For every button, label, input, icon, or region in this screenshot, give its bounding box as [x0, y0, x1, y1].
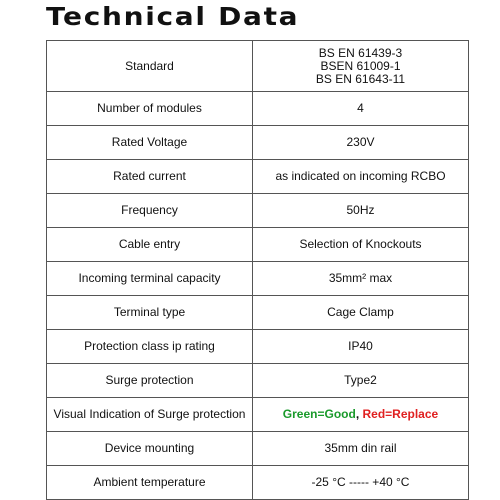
row-value-terminal-capacity: 35mm² max	[253, 262, 469, 296]
row-value-ambient-temperature: -25 °C ----- +40 °C	[253, 466, 469, 500]
indicator-separator: ,	[355, 407, 363, 421]
technical-data-table	[46, 40, 469, 500]
row-label-rated-voltage: Rated Voltage	[47, 126, 253, 160]
row-value-ip-rating: IP40	[253, 330, 469, 364]
page-title: Technical Data	[46, 2, 300, 31]
standard-line: BSEN 61009-1	[320, 58, 401, 73]
row-value-cable-entry: Selection of Knockouts	[253, 228, 469, 262]
standard-line: BS EN 61643-11	[315, 71, 406, 86]
row-value-surge-protection: Type2	[253, 364, 469, 398]
row-value-visual-indication	[253, 398, 469, 432]
table-row	[47, 194, 469, 228]
table-row	[47, 330, 469, 364]
row-value-device-mounting: 35mm din rail	[253, 432, 469, 466]
row-value-standard	[253, 41, 469, 92]
table-row	[47, 126, 469, 160]
row-value-terminal-type: Cage Clamp	[253, 296, 469, 330]
row-label-ambient-temperature: Ambient temperature	[47, 466, 253, 500]
row-label-terminal-type: Terminal type	[47, 296, 253, 330]
row-value-rated-current: as indicated on incoming RCBO	[253, 160, 469, 194]
row-label-modules: Number of modules	[47, 92, 253, 126]
table-row	[47, 41, 469, 92]
indicator-replace-text: Red=Replace	[362, 407, 439, 421]
table-row	[47, 364, 469, 398]
table-row	[47, 228, 469, 262]
indicator-good-text: Green=Good	[282, 407, 356, 421]
table-row	[47, 466, 469, 500]
row-label-surge-protection: Surge protection	[47, 364, 253, 398]
table-row	[47, 398, 469, 432]
table-row	[47, 92, 469, 126]
row-label-frequency: Frequency	[47, 194, 253, 228]
row-label-device-mounting: Device mounting	[47, 432, 253, 466]
row-label-terminal-capacity: Incoming terminal capacity	[47, 262, 253, 296]
row-label-ip-rating: Protection class ip rating	[47, 330, 253, 364]
row-label-visual-indication: Visual Indication of Surge protection	[47, 398, 253, 432]
row-value-frequency: 50Hz	[253, 194, 469, 228]
row-label-cable-entry: Cable entry	[47, 228, 253, 262]
row-value-modules: 4	[253, 92, 469, 126]
table-row	[47, 432, 469, 466]
table-row	[47, 262, 469, 296]
row-label-standard: Standard	[47, 41, 253, 92]
standard-line: BS EN 61439-3	[318, 45, 403, 60]
row-value-rated-voltage: 230V	[253, 126, 469, 160]
table-row	[47, 296, 469, 330]
row-label-rated-current: Rated current	[47, 160, 253, 194]
table-row	[47, 160, 469, 194]
